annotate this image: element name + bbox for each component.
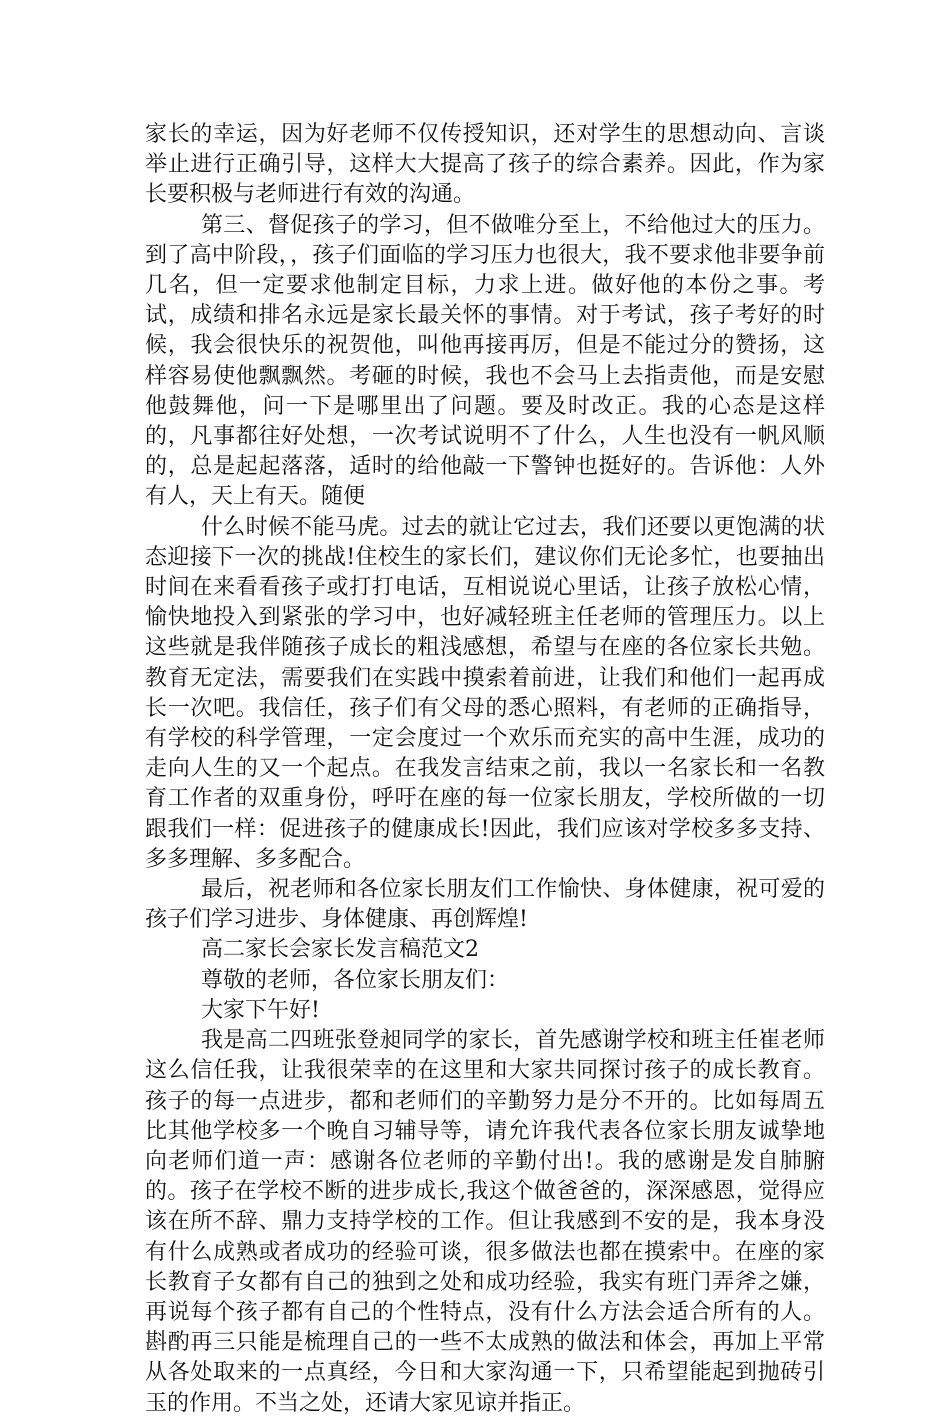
paragraph-boarding-parents: 什么时候不能马虎。过去的就让它过去，我们还要以更饱满的状态迎接下一次的挑战!住校生的家长们，建议你们无论多忙，也要抽出时间在来看看孩子或打打电话，互相说说心里话，让孩子放松心情，愉快地投入到紧张的学习中，也好减轻班主任老师的管理压力。以上这些就是我伴随孩子成长的粗浅感想，希望与在座的各位家长共勉。教育无定法，需要我们在实践中摸索着前进，让我们和他们一起再成长一次吧。我信任，孩子们有父母的悉心照料，有老师的正确指导，有学校的科学管理，一定会度过一个欢乐而充实的高中生涯，成功的走向人生的又一个起点。在我发言结束之前，我以一名家长和一名教育工作者的双重身份，呼吁在座的每一位家长朋友，学校所做的一切跟我们一样：促进孩子的健康成长!因此，我们应该对学校多多支持、多多理解、多多配合。 — [145, 514, 825, 872]
section-title: 高二家长会家长发言稿范文2 — [201, 937, 479, 963]
paragraph-closing-wishes: 最后，祝老师和各位家长朋友们工作愉快、身体健康，祝可爱的孩子们学习进步、身体健康、再创辉煌! — [145, 877, 825, 933]
greeting: 大家下午好! — [201, 997, 320, 1023]
paragraph-third-point: 第三、督促孩子的学习，但不做唯分至上，不给他过大的压力。到了高中阶段，，孩子们面临的学习压力也很大，我不要求他非要争前几名，但一定要求他制定目标，力求上进。做好他的本份之事。考试，成绩和排名永远是家长最关怀的事情。对于考试，孩子考好的时候，我会很快乐的祝贺他，叫他再接再厉，但是不能过分的赞扬，这样容易使他飘飘然。考砸的时候，我也不会马上去指责他，而是安慰他鼓舞他，问一下是哪里出了问题。要及时改正。我的心态是这样的，凡事都往好处想，一次考试说明不了什么，人生也没有一帆风顺的，总是起起落落，适时的给他敲一下警钟也挺好的。告诉他：人外有人，天上有天。随便 — [145, 212, 825, 510]
paragraph-continuation: 家长的幸运，因为好老师不仅传授知识，还对学生的思想动向、言谈举止进行正确引导，这样大大提高了孩子的综合素养。因此，作为家长要积极与老师进行有效的沟通。 — [145, 122, 825, 208]
salutation: 尊敬的老师，各位家长朋友们： — [201, 967, 510, 993]
paragraph-introduction: 我是高二四班张登昶同学的家长，首先感谢学校和班主任崔老师这么信任我，让我很荣幸的在这里和大家共同探讨孩子的成长教育。孩子的每一点进步，都和老师们的辛勤努力是分不开的。比如每周五比其他学校多一个晚自习辅导等，请允许我代表各位家长朋友诚挚地向老师们道一声：感谢各位老师的辛勤付出!。我的感谢是发自肺腑的。孩子在学校不断的进步成长,我这个做爸爸的，深深感恩，觉得应该在所不辞、鼎力支持学校的工作。但让我感到不安的是，我本身没有什么成熟或者成功的经验可谈，很多做法也都在摸索中。在座的家长教育子女都有自己的独到之处和成功经验，我实有班门弄斧之嫌，再说每个孩子都有自己的个性特点，没有什么方法会适合所有的人。斟酌再三只能是梳理自己的一些不太成熟的做法和体会，再加上平常从各处取来的一点真经，今日和大家沟通一下，只希望能起到抛砖引玉的作用。不当之处，还请大家见谅并指正。 — [145, 1028, 825, 1416]
document-body — [145, 120, 825, 1419]
